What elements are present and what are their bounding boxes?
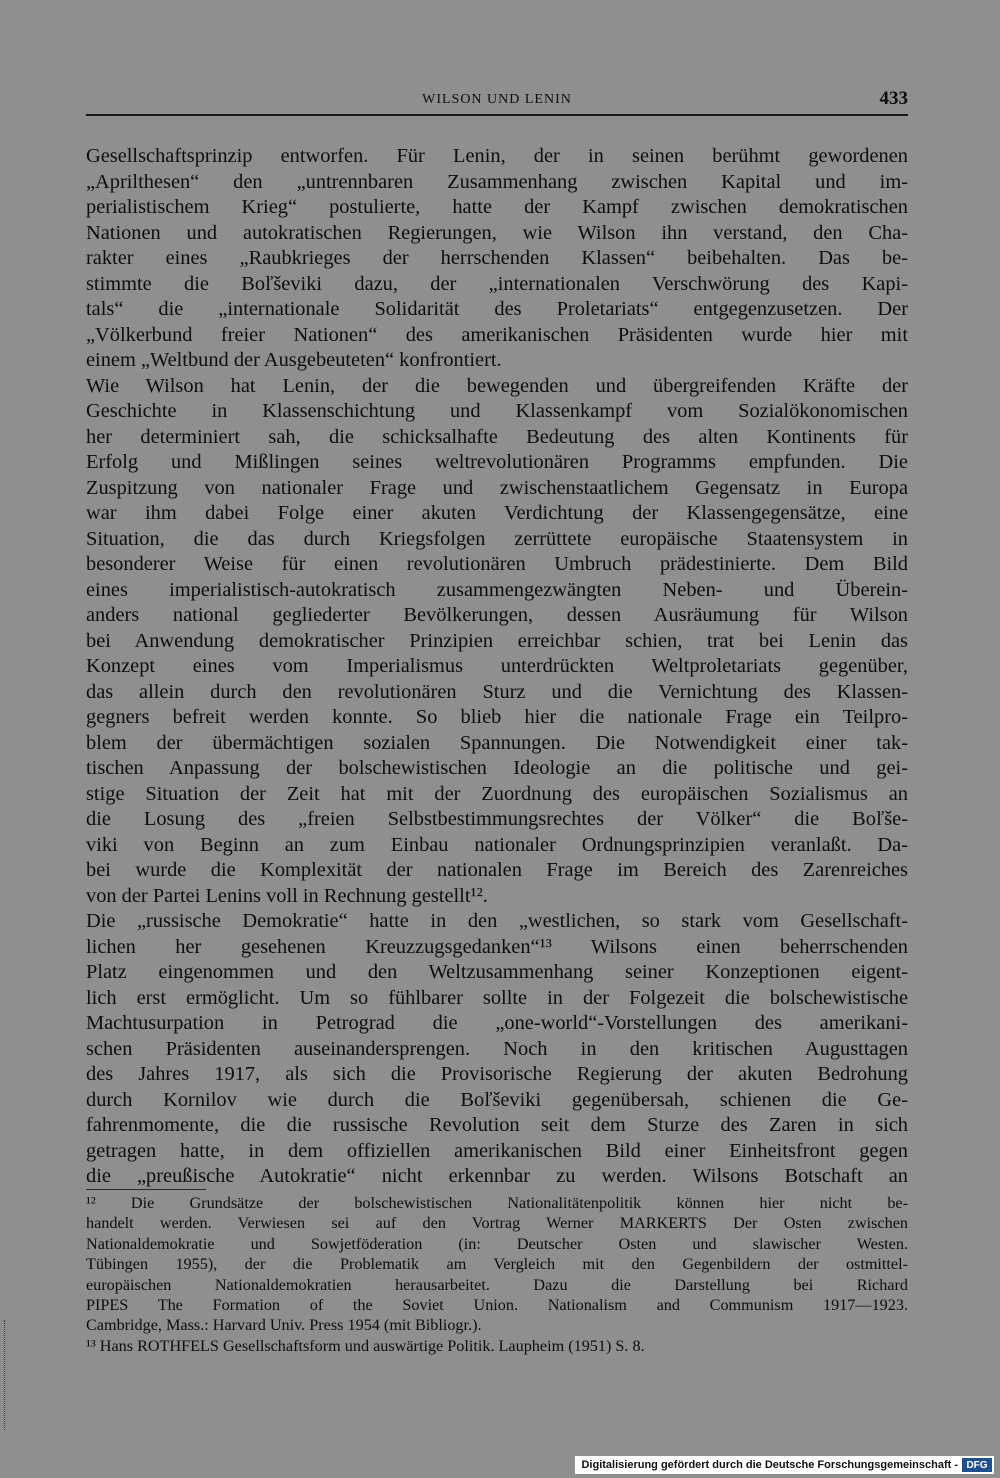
text-line: getragen hatte, in dem offiziellen amerikanischen Bild einer Einheitsfront gegen: [86, 1139, 908, 1162]
footnote-line: ¹³ Hans ROTHFELS Gesellschaftsform und auswärtige Politik. Laupheim (1951) S. 8.: [86, 1336, 645, 1355]
running-title: WILSON UND LENIN: [422, 92, 572, 107]
text-line: Wie Wilson hat Lenin, der die bewegenden und übergreifenden Kräfte der: [86, 374, 908, 397]
text-line: schen Präsidenten auseinandersprengen. Noch in den kritischen Augusttagen: [86, 1037, 908, 1060]
text-line: bei wurde die Komplexität der nationalen Frage im Bereich des Zarenreiches: [86, 859, 908, 881]
footnote-line: europäischen Nationaldemokratien herausarbeitet. Dazu die Darstellung bei Richard: [86, 1275, 908, 1294]
scan-gutter-marks: [4, 1320, 7, 1430]
text-line: bei Anwendung demokratischer Prinzipien erreichbar schien, trat bei Lenin das: [86, 629, 908, 652]
text-line: Situation, die das durch Kriegsfolgen zerrüttete europäische Staatensystem in: [86, 527, 908, 550]
text-line: durch Kornilov wie durch die Boľševiki gegenübersah, schienen die Ge-: [86, 1088, 908, 1111]
text-line: tischen Anpassung der bolschewistischen Ideologie an die politische und gei-: [86, 757, 908, 779]
footnote-line: Tübingen 1955), der die Problematik am Vergleich mit den Gegenbildern der ostmittel-: [86, 1255, 908, 1274]
text-line: Erfolg und Mißlingen seines weltrevolutionären Programms empfunden. Die: [86, 451, 908, 473]
footnotes: [86, 1193, 908, 1356]
text-line: eines imperialistisch-autokratisch zusammengezwängten Neben- und Überein-: [86, 578, 908, 601]
text-line: lichen her gesehenen Kreuzzugsgedanken“¹³ Wilsons einen beherrschenden: [86, 935, 908, 958]
dfg-logo-icon: DFG: [962, 1458, 992, 1472]
page-number: 433: [879, 88, 908, 109]
text-line: Zuspitzung von nationaler Frage und zwischenstaatlichem Gegensatz in Europa: [86, 476, 908, 499]
text-line: blem der übermächtigen sozialen Spannungen. Die Notwendigkeit einer tak-: [86, 731, 908, 754]
text-line: Nationen und autokratischen Regierungen, wie Wilson ihn verstand, den Cha-: [86, 221, 908, 244]
text-line: stimmte die Boľševiki dazu, der „internationalen Verschwörung des Kapi-: [86, 272, 908, 295]
footnote-line: ¹² Die Grundsätze der bolschewistischen Nationalitätenpolitik können hier nicht be-: [86, 1194, 908, 1212]
text-line: Die „russische Demokratie“ hatte in den „westlichen, so stark vom Gesellschaft-: [86, 910, 908, 932]
text-line: des Jahres 1917, als sich die Provisorische Regierung der akuten Bedrohung: [86, 1063, 908, 1085]
text-line: war ihm dabei Folge einer akuten Verdichtung der Klassengegensätze, eine: [86, 502, 908, 524]
text-line: „Völkerbund freier Nationen“ des amerikanischen Präsidenten wurde hier mit: [86, 323, 908, 346]
text-line: die „preußische Autokratie“ nicht erkennbar zu werden. Wilsons Botschaft an: [86, 1165, 908, 1187]
footnote-line: handelt werden. Verwiesen sei auf den Vortrag Werner MARKERTS Der Osten zwischen: [86, 1214, 908, 1233]
text-line: stige Situation der Zeit hat mit der Zuordnung des europäischen Sozialismus an: [86, 782, 908, 805]
footnote-divider: [86, 1189, 206, 1190]
text-line: Konzept eines vom Imperialismus unterdrückten Weltproletariats gegenüber,: [86, 655, 908, 677]
text-line: gegners befreit werden konnte. So blieb hier die nationale Frage ein Teilpro-: [86, 706, 908, 728]
body-text: [86, 144, 908, 1190]
text-line: viki von Beginn an zum Einbau nationaler Ordnungsprinzipien veranlaßt. Da-: [86, 833, 908, 856]
footnote-line: PIPES The Formation of the Soviet Union. Nationalism and Communism 1917—1923.: [86, 1295, 908, 1314]
text-line: besonderer Weise für einen revolutionären Umbruch prädestinierte. Dem Bild: [86, 553, 908, 575]
text-line: tals“ die „internationale Solidarität des Proletariats“ entgegenzusetzen. Der: [86, 298, 908, 320]
footnote-line: Nationaldemokratie und Sowjetföderation (in: Deutscher Osten und slawischer Westen.: [86, 1234, 908, 1253]
text-line: lich erst ermöglicht. Um so fühlbarer sollte in der Folgezeit die bolschewistische: [86, 986, 908, 1009]
text-line: her determiniert sah, die schicksalhafte Bedeutung des alten Kontinents für: [86, 425, 908, 448]
text-line: Geschichte in Klassenschichtung und Klassenkampf vom Sozialökonomischen: [86, 400, 908, 422]
text-line: das allein durch den revolutionären Sturz und die Vernichtung des Klassen-: [86, 680, 908, 703]
text-line: Platz eingenommen und den Weltzusammenhang seiner Konzeptionen eigent-: [86, 961, 908, 983]
footnote-line: Cambridge, Mass.: Harvard Univ. Press 1954 (mit Bibliogr.).: [86, 1316, 482, 1335]
text-line: die Losung des „freien Selbstbestimmungsrechtes der Völker“ die Boľše-: [86, 808, 908, 830]
text-line: rakter eines „Raubkrieges der herrschenden Klassen“ beibehalten. Das be-: [86, 247, 908, 269]
text-line: fahrenmomente, die die russische Revolution seit dem Sturze des Zaren in sich: [86, 1114, 908, 1136]
digitization-banner: [575, 1456, 994, 1474]
text-line: Machtusurpation in Petrograd die „one-world“-Vorstellungen des amerikani-: [86, 1012, 908, 1034]
text-line: einem „Weltbund der Ausgebeuteten“ konfrontiert.: [86, 349, 502, 371]
text-line: „Aprilthesen“ den „untrennbaren Zusammenhang zwischen Kapital und im-: [86, 170, 908, 193]
text-line: von der Partei Lenins voll in Rechnung gestellt¹².: [86, 884, 488, 907]
text-line: anders national gegliederter Bevölkerungen, dessen Ausräumung für Wilson: [86, 604, 908, 626]
text-line: Gesellschaftsprinzip entworfen. Für Lenin, der in seinen berühmt gewordenen: [86, 145, 908, 167]
text-line: perialistischem Krieg“ postulierte, hatte der Kampf zwischen demokratischen: [86, 196, 908, 218]
running-header: [86, 90, 908, 116]
digitization-credit: Digitalisierung gefördert durch die Deutsche Forschungsgemeinschaft -: [581, 1459, 958, 1471]
